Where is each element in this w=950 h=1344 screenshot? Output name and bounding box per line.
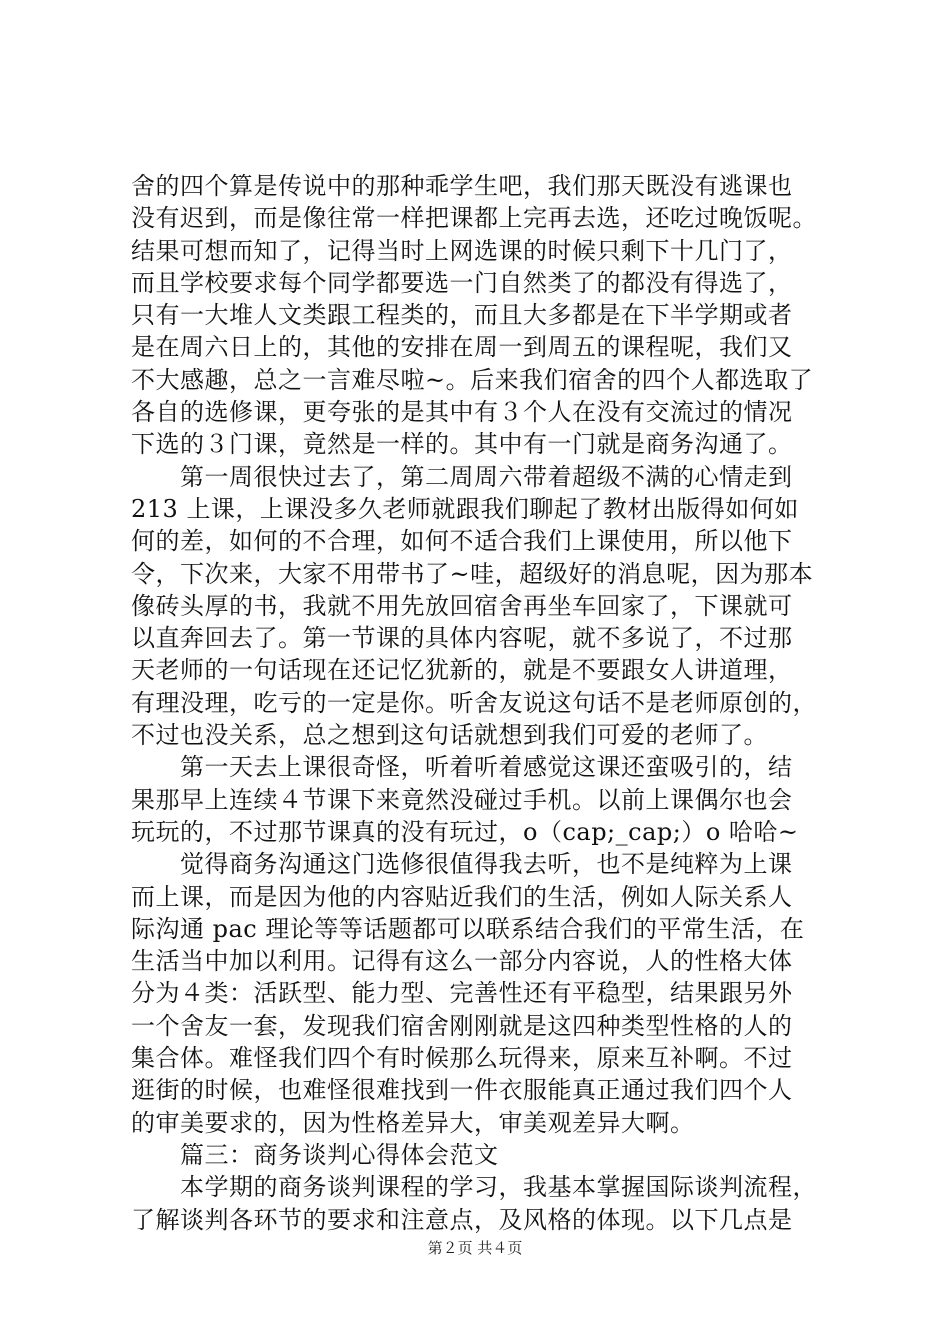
- text-line: 是在周六日上的，其他的安排在周一到周五的课程呢，我们又: [131, 333, 793, 362]
- text-line: 而上课，而是因为他的内容贴近我们的生活，例如人际关系人: [131, 882, 793, 911]
- text-line: 令，下次来，大家不用带书了~哇，超级好的消息呢，因为那本: [131, 559, 814, 588]
- text-line: 不过也没关系，总之想到这句话就想到我们可爱的老师了。: [131, 721, 768, 750]
- text-line: 以直奔回去了。第一节课的具体内容呢，就不多说了，不过那: [131, 624, 793, 653]
- text-line: 第一天去上课很奇怪，听着听着感觉这课还蛮吸引的，结: [131, 753, 793, 782]
- text-line: 像砖头厚的书，我就不用先放回宿舍再坐车回家了，下课就可: [131, 591, 793, 620]
- text-line: 何的差，如何的不合理，如何不适合我们上课使用，所以他下: [131, 527, 793, 556]
- text-line: 天老师的一句话现在还记忆犹新的，就是不要跟女人讲道理，: [131, 656, 793, 685]
- text-line: 本学期的商务谈判课程的学习，我基本掌握国际谈判流程，: [131, 1173, 817, 1202]
- body-text: [131, 170, 831, 1236]
- text-line: 集合体。难怪我们四个有时候那么玩得来，原来互补啊。不过: [131, 1044, 793, 1073]
- text-line: 觉得商务沟通这门选修很值得我去听，也不是纯粹为上课: [131, 850, 793, 879]
- text-line: 没有迟到，而是像往常一样把课都上完再去选，还吃过晚饭呢。: [131, 204, 817, 233]
- text-line: 玩玩的，不过那节课真的没有玩过，o（cap;_cap;）o 哈哈~: [131, 817, 799, 846]
- text-line: 际沟通 pac 理论等等话题都可以联系结合我们的平常生活，在: [131, 914, 805, 943]
- text-line: 第一周很快过去了，第二周周六带着超级不满的心情走到: [131, 462, 793, 491]
- text-line: 而且学校要求每个同学都要选一门自然类了的都没有得选了，: [131, 268, 793, 297]
- text-line: 有理没理，吃亏的一定是你。听舍友说这句话不是老师原创的，: [131, 688, 817, 717]
- text-line: 结果可想而知了，记得当时上网选课的时候只剩下十几门了，: [131, 236, 793, 265]
- text-line: 下选的３门课，竟然是一样的。其中有一门就是商务沟通了。: [131, 430, 793, 459]
- text-line: 果那早上连续４节课下来竟然没碰过手机。以前上课偶尔也会: [131, 785, 793, 814]
- text-line: 一个舍友一套，发现我们宿舍刚刚就是这四种类型性格的人的: [131, 1011, 793, 1040]
- text-line: 舍的四个算是传说中的那种乖学生吧，我们那天既没有逃课也: [131, 172, 793, 200]
- text-line: 逛街的时候，也难怪很难找到一件衣服能真正通过我们四个人: [131, 1076, 793, 1105]
- page-number-label: 第２页 共４页: [427, 1239, 523, 1257]
- text-line: 各自的选修课，更夸张的是其中有３个人在没有交流过的情况: [131, 398, 793, 427]
- section-heading: 篇三：商务谈判心得体会范文: [131, 1140, 499, 1169]
- text-line: 不大感趣，总之一言难尽啦~。后来我们宿舍的四个人都选取了: [131, 365, 814, 394]
- text-line: 生活当中加以利用。记得有这么一部分内容说，人的性格大体: [131, 947, 793, 976]
- page-footer: [0, 1238, 950, 1258]
- text-line: 213 上课，上课没多久老师就跟我们聊起了教材出版得如何如: [131, 494, 799, 523]
- text-line: 的审美要求的，因为性格差异大，审美观差异大啊。: [131, 1108, 695, 1137]
- text-line: 只有一大堆人文类跟工程类的，而且大多都是在下半学期或者: [131, 301, 793, 330]
- text-line: 了解谈判各环节的要求和注意点，及风格的体现。以下几点是: [131, 1205, 793, 1234]
- text-line: 分为４类：活跃型、能力型、完善性还有平稳型，结果跟另外: [131, 979, 793, 1008]
